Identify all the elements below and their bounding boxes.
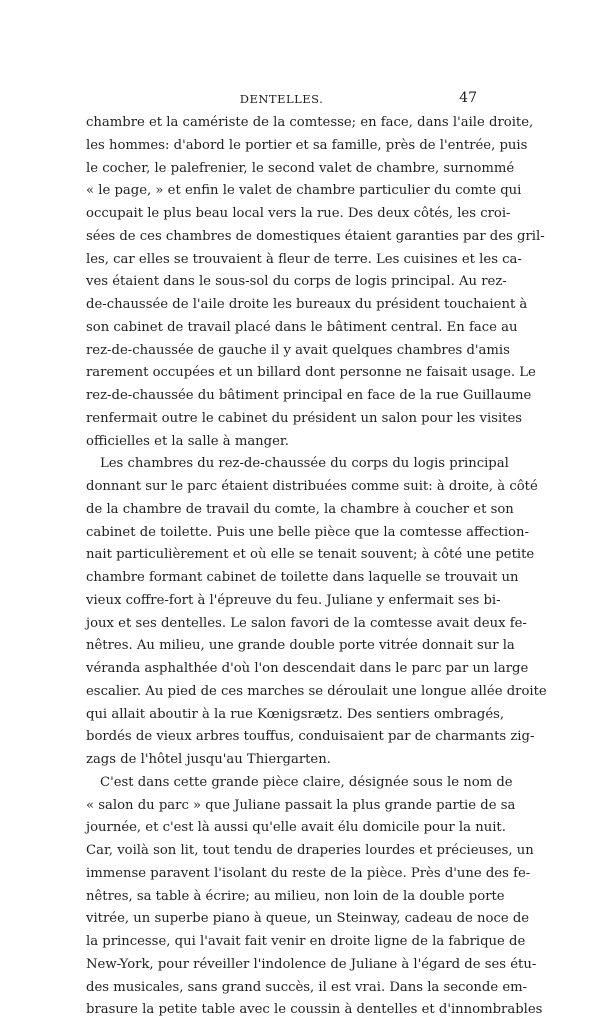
text-line: son cabinet de travail placé dans le bâtiment central. En face au bbox=[86, 319, 518, 335]
text-line: des musicales, sans grand succès, il est vrai. Dans la seconde em- bbox=[86, 979, 528, 995]
text-line: journée, et c'est là aussi qu'elle avait élu domicile pour la nuit. bbox=[86, 820, 506, 836]
running-title: DENTELLES. bbox=[239, 92, 324, 106]
text-line: véranda asphalthée d'où l'on descendait dans le parc par un large bbox=[86, 661, 529, 676]
text-line: nêtres. Au milieu, une grande double porte vitrée donnait sur la bbox=[86, 638, 515, 654]
text-line: immense paravent l'isolant du reste de la pièce. Près d'une des fe- bbox=[86, 865, 531, 881]
body-text bbox=[86, 112, 547, 1022]
text-line: renfermait outre le cabinet du président un salon pour les visites bbox=[86, 410, 523, 426]
text-line: occupait le plus beau local vers la rue. Des deux côtés, les croi- bbox=[86, 206, 511, 221]
text-line: le cocher, le palefrenier, le second valet de chambre, surnommé bbox=[86, 160, 515, 176]
text-line: chambre et la caméristе de la comtesse; en face, dans l'aile droite, bbox=[86, 115, 534, 130]
text-line: chambre formant cabinet de toilette dans laquelle se trouvait un bbox=[86, 570, 519, 585]
text-line: les, car elles se trouvaient à fleur de terre. Les cuisines et les ca- bbox=[86, 251, 522, 267]
text-line: les hommes: d'abord le portier et sa famille, près de l'entrée, puis bbox=[86, 137, 528, 153]
text-line: bordés de vieux arbres touffus, conduisaient par de charmants zig- bbox=[86, 729, 535, 745]
text-line: officielles et la salle à manger. bbox=[86, 433, 289, 449]
text-line: nêtres, sa table à écrire; au milieu, non loin de la double porte bbox=[86, 888, 505, 904]
text-line: rarement occupées et un billard dont personne ne faisait usage. Le bbox=[86, 365, 536, 381]
text-line: « le page, » et enfin le valet de chambre particulier du comte qui bbox=[86, 183, 522, 199]
text-line: la princesse, qui l'avait fait venir en droite ligne de la fabrique de bbox=[86, 934, 526, 949]
text-line: escalier. Au pied de ces marches se déroulait une longue allée droite bbox=[86, 683, 547, 699]
text-line: nait particulièrement et où elle se tenait souvent; à côté une petite bbox=[86, 547, 535, 563]
text-line: sées de ces chambres de domestiques étaient garanties par des gril- bbox=[86, 228, 545, 244]
text-line: Car, voilà son lit, tout tendu de draperies lourdes et précieuses, un bbox=[86, 843, 534, 858]
text-line: zags de l'hôtel jusqu'au Thiergarten. bbox=[86, 752, 331, 767]
text-line: rez-de-chaussée du bâtiment principal en face de la rue Guillaume bbox=[86, 388, 532, 403]
text-line: qui allait aboutir à la rue Kœnigsrætz. Des sentiers ombragés, bbox=[86, 706, 505, 722]
text-line: vieux coffre-fort à l'épreuve du feu. Juliane y enfermait ses bi- bbox=[86, 592, 501, 608]
text-line: de-chaussée de l'aile droite les bureaux du président touchaient à bbox=[86, 297, 528, 312]
text-line: « salon du parc » que Juliane passait la plus grande partie de sa bbox=[86, 797, 516, 813]
text-line: New-York, pour réveiller l'indolence de Juliane à l'égard de ses étu- bbox=[86, 956, 537, 972]
text-line: ves étaient dans le sous-sol du corps de logis principal. Au rez- bbox=[86, 274, 507, 290]
text-line: donnant sur le parc étaient distribuées comme suit: à droite, à côté bbox=[86, 479, 538, 494]
page-number: 47 bbox=[459, 90, 477, 106]
text-line: joux et ses dentelles. Le salon favori de la comtesse avait deux fe- bbox=[86, 615, 527, 631]
text-line: brasure la petite table avec le coussin à dentelles et d'innombrables bbox=[86, 1002, 543, 1018]
text-line: Les chambres du rez-de-chaussée du corps du logis principal bbox=[100, 456, 509, 472]
running-head bbox=[86, 92, 477, 110]
text-line: cabinet de toilette. Puis une belle pièce que la comtesse affection- bbox=[86, 524, 529, 540]
text-line: C'est dans cette grande pièce claire, désignée sous le nom de bbox=[100, 774, 513, 790]
text-line: de la chambre de travail du comte, la chambre à coucher et son bbox=[86, 501, 514, 517]
text-line: vitrée, un superbe piano à queue, un Steinway, cadeau de noce de bbox=[86, 911, 530, 927]
text-line: rez-de-chaussée de gauche il y avait quelques chambres d'amis bbox=[86, 342, 510, 358]
